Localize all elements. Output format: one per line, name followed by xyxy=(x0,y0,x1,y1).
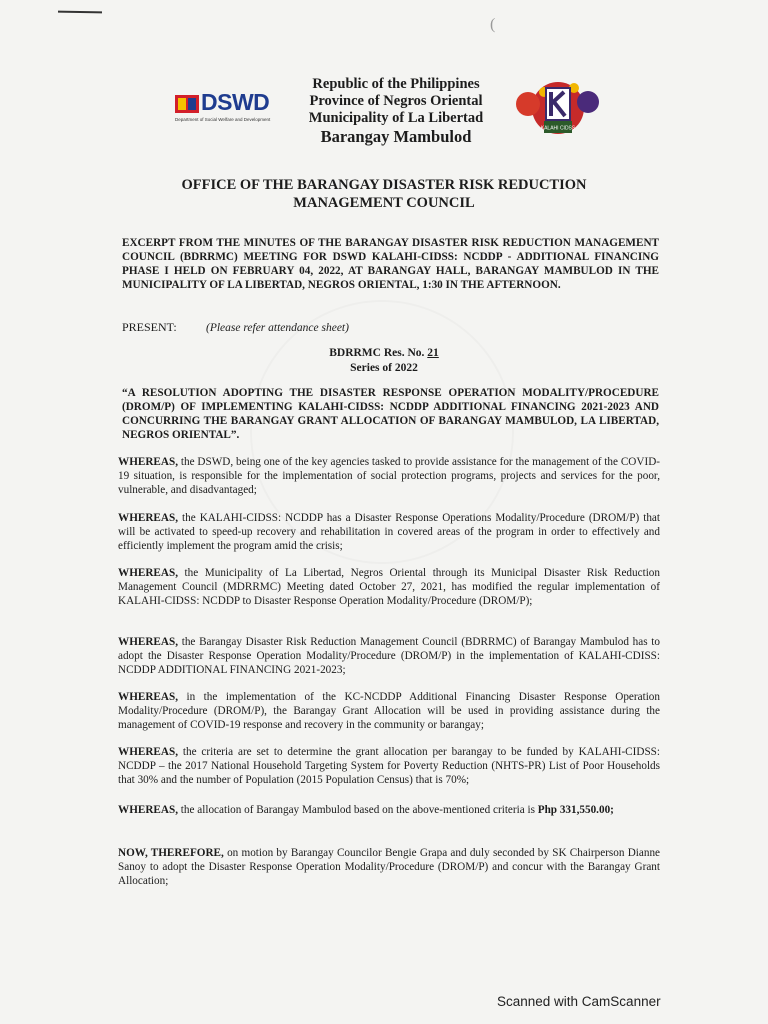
present-value: (Please refer attendance sheet) xyxy=(206,322,349,334)
kalahi-cidss-logo xyxy=(514,78,602,138)
resolution-series: Series of 2022 xyxy=(350,362,418,374)
present-line xyxy=(122,320,349,335)
resolution-number-block xyxy=(300,346,468,376)
resolution-number: 21 xyxy=(427,347,439,359)
paragraph-keyword: WHEREAS, xyxy=(118,636,178,648)
paragraph-text: the DSWD, being one of the key agencies tasked to provide assistance for the management of the COVID-19 situation, is responsible for the implementation of social protection programs, projects and services for the poor, vulnerable, and disadvantaged; xyxy=(118,456,660,496)
present-label: PRESENT: xyxy=(122,320,177,334)
paragraph-keyword: WHEREAS, xyxy=(118,567,178,579)
whereas-paragraph xyxy=(118,455,660,497)
whereas-paragraph xyxy=(118,690,660,732)
office-title xyxy=(100,176,668,212)
dswd-mark-icon xyxy=(175,95,199,113)
minutes-excerpt: EXCERPT FROM THE MINUTES OF THE BARANGAY DISASTER RISK REDUCTION MANAGEMENT COUNCIL (BDRRMC) MEETING FOR DSWD KALAHI-CIDSS: NCDDP - ADDITIONAL FINANCING PHASE I HELD ON FEBRUARY 04, 2022, AT BARANGAY HALL, BARANGAY MAMBULOD IN THE MUNICIPALITY OF LA LIBERTAD, NEGROS ORIENTAL, 1:30 IN THE AFTERNOON. xyxy=(122,237,659,291)
dswd-logo-text: DSWD xyxy=(201,89,270,115)
header-province: Province of Negros Oriental xyxy=(309,93,483,109)
whereas-paragraph xyxy=(118,745,660,787)
dswd-logo-subtitle: Department of Social Welfare and Development xyxy=(175,117,271,122)
whereas-paragraph xyxy=(118,566,660,608)
pen-mark xyxy=(58,11,102,14)
office-title-line1: OFFICE OF THE BARANGAY DISASTER RISK REDUCTION xyxy=(181,177,587,193)
paragraph-keyword: WHEREAS, xyxy=(118,456,178,468)
camscanner-footer: Scanned with CamScanner xyxy=(497,994,661,1009)
paragraph-keyword: WHEREAS, xyxy=(118,691,178,703)
whereas-paragraph xyxy=(118,635,660,677)
paragraph-text: the allocation of Barangay Mambulod based on the above-mentioned criteria is xyxy=(178,804,538,816)
now-therefore-paragraph xyxy=(118,846,660,888)
resolution-title: “A RESOLUTION ADOPTING THE DISASTER RESPONSE OPERATION MODALITY/PROCEDURE (DROM/P) OF IMPLEMENTING KALAHI-CIDSS: NCDDP ADDITIONAL FINANCING 2021-2023 AND CONCURRING THE BARANGAY GRANT ALLOCATION OF BARANGAY MAMBULOD, LA LIBERTAD, NEGROS ORIENTAL”. xyxy=(122,387,659,441)
paragraph-text: the criteria are set to determine the grant allocation per barangay to be funded by KALAHI-CIDSS: NCDDP – the 2017 National Household Targeting System for Poverty Reduction (NHTS-PR) List of Poor Households that 30% and the number of Population (2015 Population Census) that is 70%; xyxy=(118,746,660,786)
letterhead xyxy=(296,76,496,147)
whereas-paragraph xyxy=(118,803,660,817)
whereas-paragraph xyxy=(118,511,660,553)
paragraph-keyword: WHEREAS, xyxy=(118,746,178,758)
paragraph-text: the KALAHI-CIDSS: NCDDP has a Disaster Response Operations Modality/Procedure (DROM/P) that will be activated to speed-up recovery and rehabilitation in covered areas of the program in order to effectively and efficiently implement the program amid the crisis; xyxy=(118,512,660,552)
dswd-logo xyxy=(175,89,287,128)
resolution-prefix: BDRRMC Res. No. xyxy=(329,347,425,359)
stray-mark: ( xyxy=(490,16,496,33)
resolution-number-line xyxy=(300,346,468,361)
paragraph-keyword: WHEREAS, xyxy=(118,512,178,524)
office-title-line2: MANAGEMENT COUNCIL xyxy=(293,195,475,211)
paragraph-text: in the implementation of the KC-NCDDP Additional Financing Disaster Response Operation Modality/Procedure (DROM/P), the Barangay Grant Allocation will be used in providing assistance during the management of COVID-19 response and recovery in the community or barangay; xyxy=(118,691,660,731)
header-municipality: Municipality of La Libertad xyxy=(308,110,484,126)
paragraph-text: the Municipality of La Libertad, Negros Oriental through its Municipal Disaster Risk Reduction Management Council (MDRRMC) Meeting dated October 27, 2021, has modified the regular implementation of KALAHI-CIDSS: NCDDP to Disaster Response Operation Modality/Procedure (DROM/P); xyxy=(118,567,660,607)
paragraph-text: on motion by Barangay Councilor Bengie Grapa and duly seconded by SK Chairperson Dianne Sanoy to adopt the Disaster Response Operation Modality/Procedure (DROM/P) and concur with the Barangay Grant Allocation; xyxy=(118,847,661,887)
header-country: Republic of the Philippines xyxy=(312,76,480,92)
paragraph-keyword: NOW, THEREFORE, xyxy=(118,847,224,859)
paragraph-text: the Barangay Disaster Risk Reduction Management Council (BDRRMC) of Barangay Mambulod has to adopt the Disaster Response Operation Modality/Procedure (DROM/P) in the implementation of KALAHI-CDISS: NCDDP ADDITIONAL FINANCING 2021-2023; xyxy=(118,636,660,676)
grant-amount: Php 331,550.00; xyxy=(537,804,614,816)
kalahi-logo-text: KALAHI CIDSS xyxy=(540,125,576,132)
paragraph-keyword: WHEREAS, xyxy=(118,804,178,816)
header-barangay: Barangay Mambulod xyxy=(320,127,472,146)
